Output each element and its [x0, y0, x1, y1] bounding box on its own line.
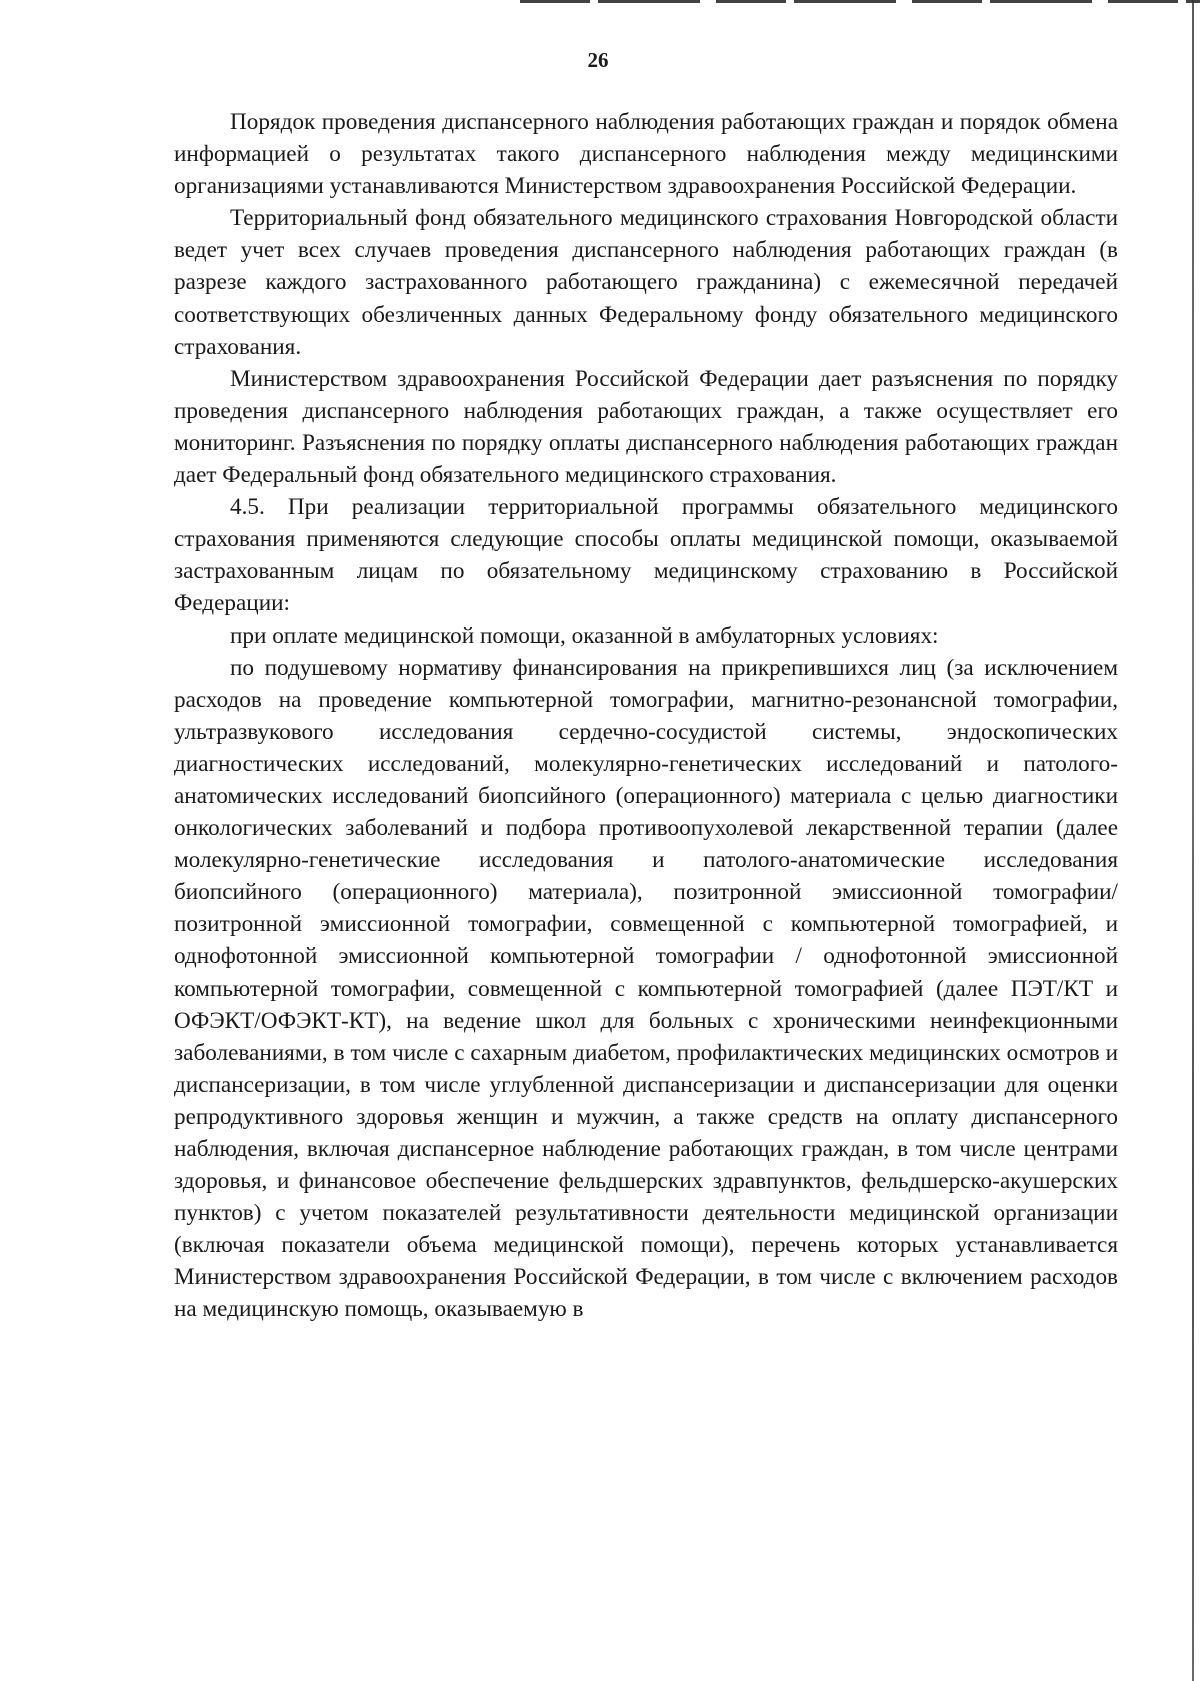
- paragraph: Территориальный фонд обязательного медицинского страхования Новгородской области ведет учет всех случаев проведения диспансерного наблюдения работающих граждан (в разрезе каждого застрахованного работающего гражданина) с ежемесячной передачей соответствующих обезличенных данных Федеральному фонду обязательного медицинского страхования.: [174, 205, 1118, 360]
- paragraph: по подушевому нормативу финансирования на прикрепившихся лиц (за исключением расходов на проведение компьютерной томографии, магнитно-резонансной томографии, ультразвукового исследования сердечно-сосудистой системы, эндоскопических диагностических исследований, молекулярно-генетических исследований и патолого-анатомических исследований биопсийного (операционного) материала с целью диагностики онкологических заболеваний и подбора противоопухолевой лекарственной терапии (далее молекулярно-генетические исследования и патолого-анатомические исследования биопсийного (операционного) материала), позитронной эмиссионной томографии/позитронной эмиссионной томографии, совмещенной с компьютерной томографией, и однофотонной эмиссионной компьютерной томографии / однофотонной эмиссионной компьютерной томографии, совмещенной с компьютерной томографией (далее ПЭТ/КТ и ОФЭКТ/ОФЭКТ-КТ), на ведение школ для больных с хроническими неинфекционными заболеваниями, в том числе с сахарным диабетом, профилактических медицинских осмотров и диспансеризации, в том числе углубленной диспансеризации и диспансеризации для оценки репродуктивного здоровья женщин и мужчин, а также средств на оплату диспансерного наблюдения, включая диспансерное наблюдение работающих граждан, в том числе центрами здоровья, и финансовое обеспечение фельдшерских здравпунктов, фельдшерско-акушерских пунктов) с учетом показателей результативности деятельности медицинской организации (включая показатели объема медицинской помощи), перечень которых устанавливается Министерством здравоохранения Российской Федерации, в том числе с включением расходов на медицинскую помощь, оказываемую в: [174, 654, 1118, 1323]
- scan-right-edge: [1192, 0, 1194, 1681]
- paragraph: при оплате медицинской помощи, оказанной в амбулаторных условиях:: [230, 622, 939, 649]
- document-body: [174, 106, 1118, 1326]
- paragraph: 4.5. При реализации территориальной программы обязательного медицинского страхования применяются следующие способы оплаты медицинской помощи, оказываемой застрахованным лицам по обязательному медицинскому страхованию в Российской Федерации:: [174, 494, 1118, 617]
- scan-top-edge: [520, 0, 1200, 3]
- paragraph: Порядок проведения диспансерного наблюдения работающих граждан и порядок обмена информацией о результатах такого диспансерного наблюдения между медицинскими организациями устанавливаются Министерством здравоохранения Российской Федерации.: [174, 109, 1118, 200]
- paragraph: Министерством здравоохранения Российской Федерации дает разъяснения по порядку проведения диспансерного наблюдения работающих граждан, а также осуществляет его мониторинг. Разъяснения по порядку оплаты диспансерного наблюдения работающих граждан дает Федеральный фонд обязательного медицинского страхования.: [174, 365, 1118, 489]
- page-number: 26: [587, 48, 609, 72]
